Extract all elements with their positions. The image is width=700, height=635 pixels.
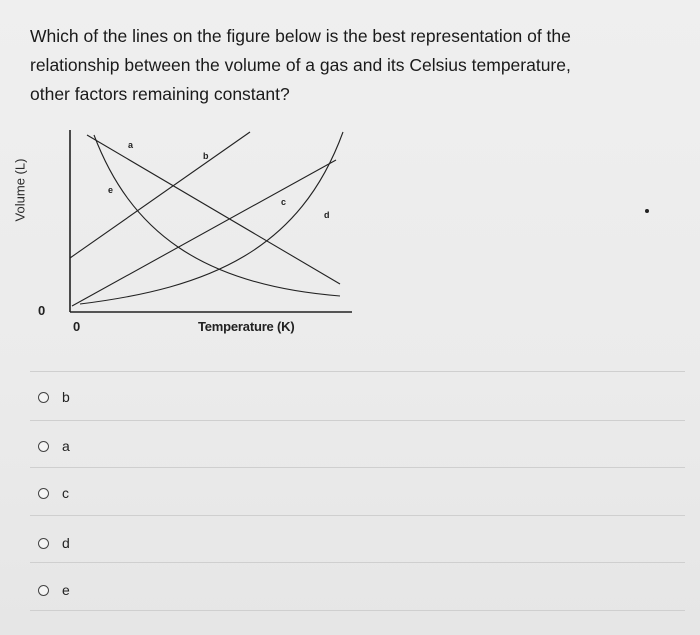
line-label-b: b bbox=[203, 151, 209, 161]
option-label: b bbox=[62, 389, 70, 405]
option-label: a bbox=[62, 438, 70, 454]
radio-button[interactable] bbox=[38, 538, 49, 549]
stray-dot bbox=[645, 209, 649, 213]
radio-button[interactable] bbox=[38, 441, 49, 452]
option-label: d bbox=[62, 535, 70, 551]
question-line-3: other factors remaining constant? bbox=[30, 84, 290, 104]
line-c bbox=[72, 160, 336, 306]
option-c[interactable] bbox=[38, 480, 69, 506]
radio-button[interactable] bbox=[38, 392, 49, 403]
line-d bbox=[80, 132, 343, 304]
divider bbox=[30, 515, 685, 516]
divider bbox=[30, 562, 685, 563]
radio-button[interactable] bbox=[38, 488, 49, 499]
x-origin-label: 0 bbox=[73, 319, 81, 334]
line-a bbox=[70, 132, 250, 258]
divider bbox=[30, 420, 685, 421]
option-label: c bbox=[62, 485, 69, 501]
divider bbox=[30, 610, 685, 611]
option-label: e bbox=[62, 582, 70, 598]
y-axis-label: Volume (L) bbox=[12, 158, 28, 222]
line-label-e: e bbox=[108, 185, 114, 195]
option-a[interactable] bbox=[38, 433, 70, 459]
line-label-d: d bbox=[324, 210, 330, 220]
line-label-a: a bbox=[128, 140, 134, 150]
line-label-c: c bbox=[281, 197, 287, 207]
question-line-1: Which of the lines on the figure below is the best representation of the bbox=[30, 26, 571, 46]
x-axis-label: Temperature (K) bbox=[198, 319, 295, 334]
divider bbox=[30, 467, 685, 468]
question-line-2: relationship between the volume of a gas and its Celsius temperature, bbox=[30, 55, 571, 75]
option-b[interactable] bbox=[38, 384, 70, 410]
option-e[interactable] bbox=[38, 577, 70, 603]
y-origin-label: 0 bbox=[38, 303, 46, 318]
divider bbox=[30, 371, 685, 372]
radio-button[interactable] bbox=[38, 585, 49, 596]
option-d[interactable] bbox=[38, 530, 70, 556]
